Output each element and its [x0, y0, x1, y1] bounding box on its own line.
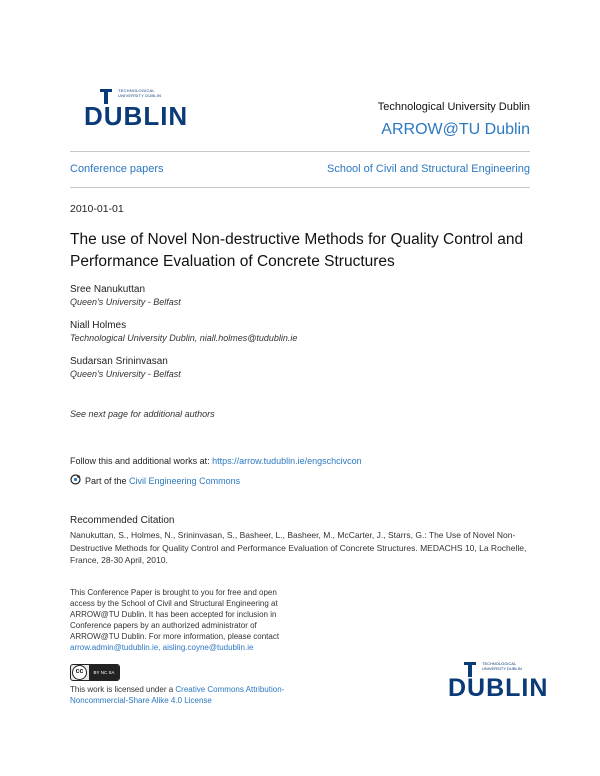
follow-prefix: Follow this and additional works at:	[70, 456, 213, 466]
category-link-school[interactable]: School of Civil and Structural Engineering	[326, 163, 530, 175]
creative-commons-link[interactable]: Creative Commons Attribution-Noncommercial-Share Alike 4.0 License	[70, 685, 285, 705]
contact-email-link[interactable]: arrow.admin@tudublin.ie, aisling.coyne@tudublin.ie	[70, 643, 254, 652]
divider-bottom	[70, 187, 530, 188]
author-name: Sree Nanukuttan	[70, 284, 146, 295]
publication-date: 2010-01-01	[70, 203, 124, 215]
notice-text: This Conference Paper is brought to you for free and open access by the School of Civil and Structural Engineering at ARROW@TU Dublin. It has been accepted for inclusion in Conference papers by an authorized administrator of ARROW@TU Dublin. For more information, please contact	[70, 588, 280, 641]
cc-icon: cc	[72, 665, 87, 680]
paper-title: The use of Novel Non-destructive Methods for Quality Control and Performance Evaluation of Concrete Structures	[70, 231, 524, 270]
cc-by-nc-sa-icons: BY NC SA	[89, 665, 119, 680]
citation-heading: Recommended Citation	[70, 515, 175, 526]
open-access-notice	[70, 587, 290, 653]
see-next-page-note: See next page for additional authors	[70, 409, 215, 419]
collection-url-link[interactable]: https://arrow.tudublin.ie/engschcivcon	[212, 456, 362, 466]
logo-word: DUBLIN	[448, 674, 549, 702]
institution-name: Technological University Dublin	[377, 101, 530, 113]
license-prefix: This work is licensed under a	[70, 685, 176, 694]
divider-top	[70, 151, 530, 152]
author-affiliation: Queen's University - Belfast	[70, 369, 181, 379]
part-of-line	[70, 474, 240, 487]
author-affiliation: Queen's University - Belfast	[70, 297, 181, 307]
citation-text: Nanukuttan, S., Holmes, N., Srininvasan, S., Basheer, L., Basheer, M., McCarter, J., Starrs, G.: The Use of Novel Non-Destructive Methods for Quality Control and Performance Evaluation of Concrete Structures. MEDACHS 10, La Rochelle, France, 28-30 April, 2010.	[70, 530, 527, 565]
license-line	[70, 684, 300, 706]
network-icon	[70, 474, 81, 487]
author-affiliation: Technological University Dublin, niall.holmes@tudublin.ie	[70, 333, 298, 343]
tu-dublin-footer-logo	[448, 661, 549, 704]
author-name: Niall Holmes	[70, 320, 127, 331]
repository-link[interactable]: ARROW@TU Dublin	[381, 121, 530, 138]
part-of-prefix: Part of the	[85, 475, 130, 486]
logo-small-text: TECHNOLOGICAL UNIVERSITY DUBLIN	[118, 88, 162, 98]
civil-engineering-commons-link[interactable]: Civil Engineering Commons	[129, 475, 241, 486]
follow-line	[70, 456, 362, 466]
cc-license-badge[interactable]	[70, 664, 120, 681]
author-name: Sudarsan Srininvasan	[70, 356, 168, 367]
logo-small-text: TECHNOLOGICAL UNIVERSITY DUBLIN	[482, 661, 522, 671]
tu-dublin-logo	[84, 88, 189, 131]
logo-word: DUBLIN	[84, 101, 189, 131]
category-link-conference-papers[interactable]: Conference papers	[70, 163, 164, 175]
